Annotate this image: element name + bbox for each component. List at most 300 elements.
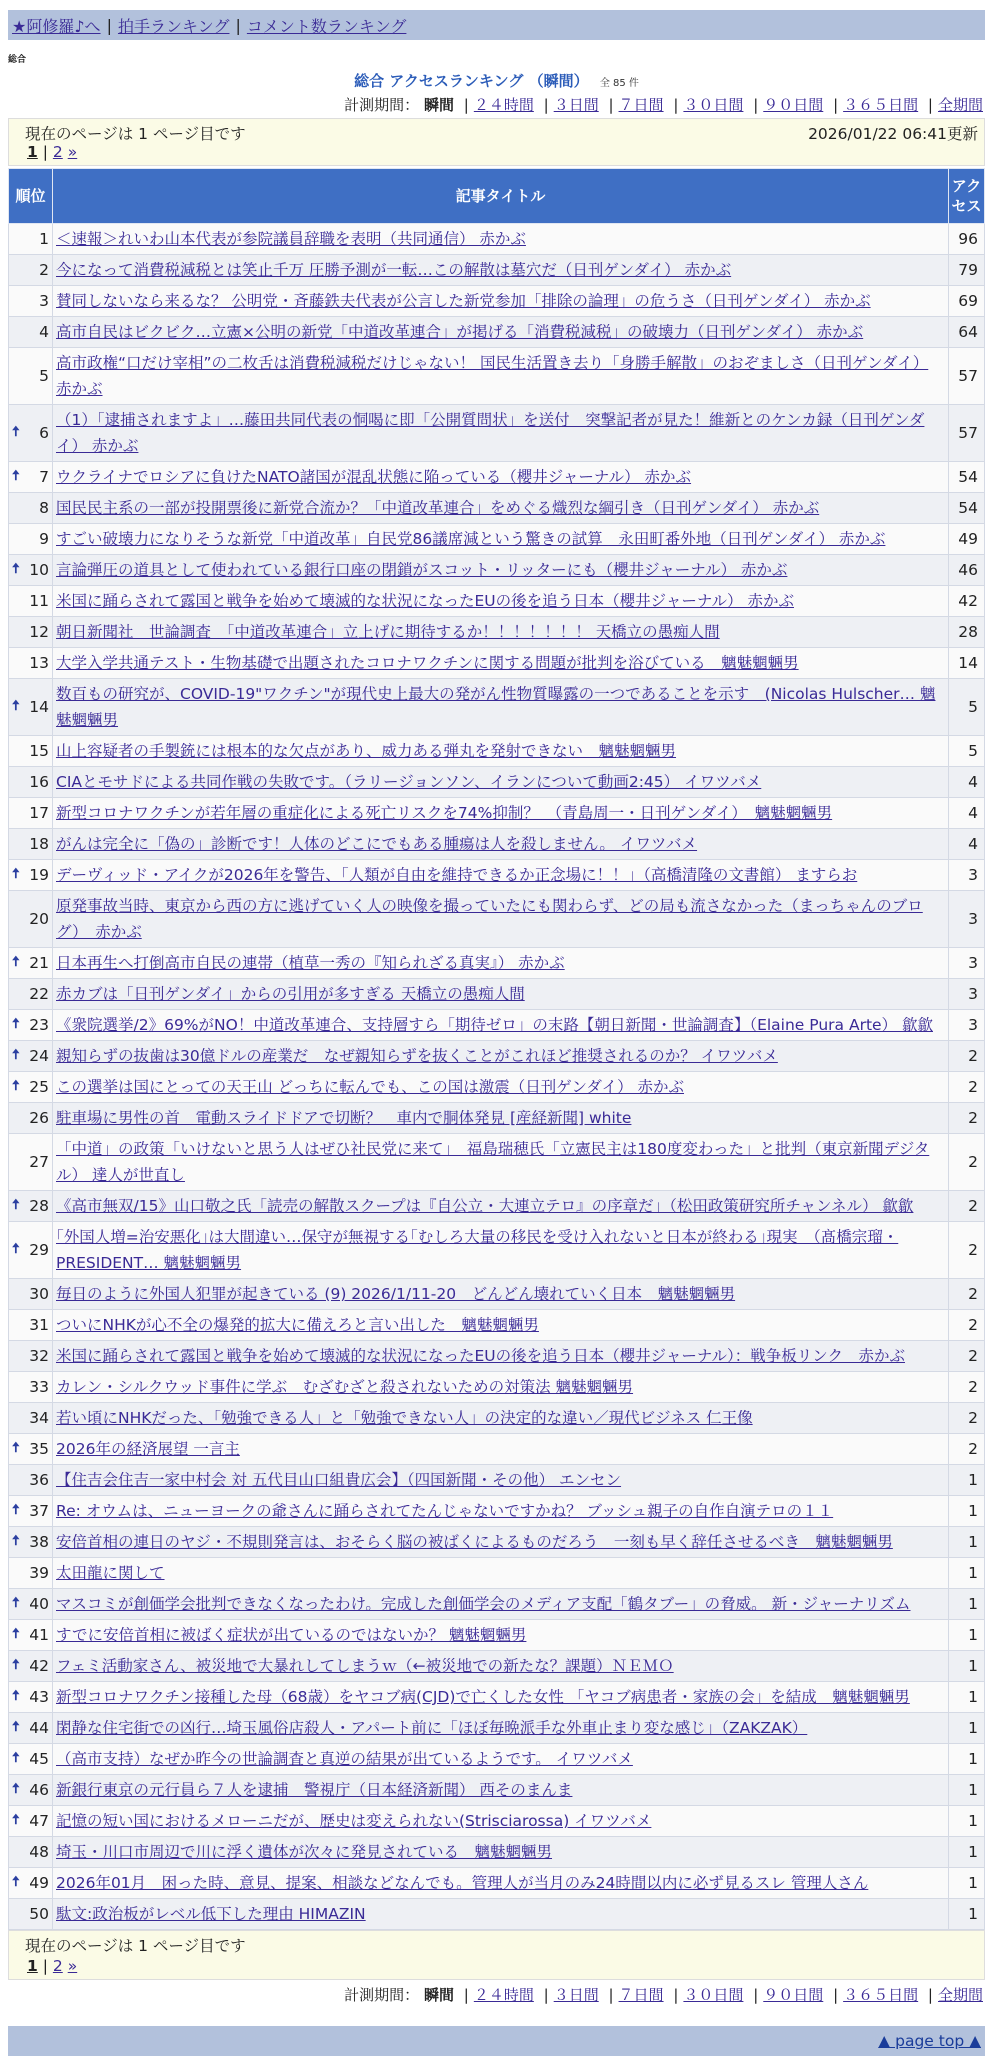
- up-arrow-icon: 🠅: [12, 424, 20, 440]
- rank-number: 22: [29, 985, 49, 1003]
- article-link[interactable]: ウクライナでロシアに負けたNATO諸国が混乱状態に陥っている（櫻井ジャーナル） 赤かぶ: [56, 468, 692, 486]
- table-row: [9, 798, 985, 829]
- access-count: 4: [949, 767, 985, 798]
- rank-cell: [9, 1403, 53, 1434]
- title-cell: [53, 767, 949, 798]
- rank-cell: [9, 1496, 53, 1527]
- article-link[interactable]: 2026年の経済展望 一言主: [56, 1440, 240, 1458]
- table-row: [9, 979, 985, 1010]
- up-arrow-icon: 🠅: [12, 561, 20, 577]
- table-row: [9, 767, 985, 798]
- period-link-90d[interactable]: ９０日間: [763, 96, 824, 114]
- title-cell: [53, 860, 949, 891]
- access-count: 4: [949, 829, 985, 860]
- period-link-all[interactable]: 全期間: [937, 1986, 983, 2004]
- rank-number: 40: [29, 1595, 49, 1613]
- table-row: [9, 648, 985, 679]
- title-cell: [53, 1868, 949, 1899]
- rank-number: 25: [29, 1078, 49, 1096]
- rank-number: 6: [39, 424, 49, 442]
- page: [8, 10, 985, 2056]
- up-arrow-icon: 🠅: [12, 1502, 20, 1518]
- article-link[interactable]: マスコミが創価学会批判できなくなったわけ。完成した創価学会のメディア支配「鶴タブー」の脅威。 新・ジャーナリズム: [56, 1595, 911, 1613]
- access-count: 2: [949, 1134, 985, 1191]
- access-count: 3: [949, 979, 985, 1010]
- title-cell: [53, 1899, 949, 1930]
- article-link[interactable]: 国民民主系の一部が投開票後に新党合流か？「中道改革連合」をめぐる熾烈な綱引き（日刊ゲンダイ） 赤かぶ: [56, 499, 820, 517]
- total-count: 全 85 件: [599, 78, 639, 89]
- article-link[interactable]: 高市政権“口だけ宰相”の二枚舌は消費税減税だけじゃない！ 国民生活置き去り「身勝手解散」のおぞましさ（日刊ゲンダイ） 赤かぶ: [56, 354, 929, 398]
- access-count: 1: [949, 1620, 985, 1651]
- title-cell: [53, 317, 949, 348]
- period-link-7d[interactable]: ７日間: [618, 96, 664, 114]
- table-row: [9, 617, 985, 648]
- up-arrow-icon: 🠅: [12, 698, 20, 714]
- up-arrow-icon: 🠅: [12, 1197, 20, 1213]
- table-row: [9, 1434, 985, 1465]
- article-link[interactable]: この選挙は国にとっての天王山 どっちに転んでも、この国は激震（日刊ゲンダイ） 赤かぶ: [56, 1078, 684, 1096]
- article-link[interactable]: デーヴィッド・アイクが2026年を警告、「人類が自由を維持できるか正念場に！！」（高橋清隆の文書館） ますらお: [56, 866, 858, 884]
- access-count: 5: [949, 736, 985, 767]
- article-link[interactable]: 「中道」の政策「いけないと思う人はぜひ社民党に来て」 福島瑞穂氏「立憲民主は180度変わった」と批判（東京新聞デジタル） 達人が世直し: [56, 1140, 930, 1184]
- table-row: [9, 1775, 985, 1806]
- rank-cell: [9, 1589, 53, 1620]
- rank-number: 41: [29, 1626, 49, 1644]
- rank-number: 21: [29, 954, 49, 972]
- period-link-24h[interactable]: ２４時間: [473, 96, 534, 114]
- rank-number: 45: [29, 1750, 49, 1768]
- access-count: 49: [949, 524, 985, 555]
- table-row: [9, 1222, 985, 1279]
- title-cell: [53, 948, 949, 979]
- access-count: 64: [949, 317, 985, 348]
- access-count: 1: [949, 1527, 985, 1558]
- access-count: 1: [949, 1868, 985, 1899]
- rank-number: 34: [29, 1409, 49, 1427]
- access-count: 57: [949, 348, 985, 405]
- rank-number: 12: [29, 623, 49, 641]
- rank-number: 38: [29, 1533, 49, 1551]
- access-count: 1: [949, 1713, 985, 1744]
- article-link[interactable]: CIAとモサドによる共同作戦の失敗です。（ラリージョンソン、イランについて動画2:45） イワツバメ: [56, 773, 762, 791]
- access-count: 2: [949, 1372, 985, 1403]
- title-cell: [53, 1806, 949, 1837]
- article-link[interactable]: （1）「逮捕されますよ」…藤田共同代表の恫喝に即「公開質問状」を送付 突撃記者が見た！維新とのケンカ録（日刊ゲンダイ） 赤かぶ: [56, 411, 925, 455]
- article-link[interactable]: 原発事故当時、東京から西の方に逃げていく人の映像を撮っていたにも関わらず、どの局も流さなかった（まっちゃんのブログ） 赤かぶ: [56, 897, 923, 941]
- article-link[interactable]: 言論弾圧の道具として使われている銀行口座の閉鎖がスコット・リッターにも（櫻井ジャーナル） 赤かぶ: [56, 561, 788, 579]
- rank-cell: [9, 1191, 53, 1222]
- rank-number: 30: [29, 1285, 49, 1303]
- title-cell: [53, 1341, 949, 1372]
- rank-cell: [9, 829, 53, 860]
- period-link-365d[interactable]: ３６５日間: [843, 1986, 919, 2004]
- title-cell: [53, 1837, 949, 1868]
- table-row: [9, 1899, 985, 1930]
- article-link[interactable]: 数百もの研究が、COVID-19"ワクチン"が現代史上最大の発がん性物質曝露の一つであることを示す (Nicolas Hulscher… 魑魅魍魎男: [56, 685, 936, 729]
- rank-number: 5: [39, 367, 49, 385]
- access-count: 2: [949, 1103, 985, 1134]
- ranking-table: [8, 168, 985, 1930]
- title-cell: [53, 1222, 949, 1279]
- rank-cell: [9, 1279, 53, 1310]
- access-count: 57: [949, 405, 985, 462]
- period-link-30d[interactable]: ３０日間: [683, 96, 744, 114]
- rank-number: 43: [29, 1688, 49, 1706]
- rank-cell: [9, 1899, 53, 1930]
- access-count: 1: [949, 1899, 985, 1930]
- access-count: 5: [949, 679, 985, 736]
- rank-number: 37: [29, 1502, 49, 1520]
- rank-cell: [9, 348, 53, 405]
- access-count: 1: [949, 1558, 985, 1589]
- table-row: [9, 1372, 985, 1403]
- rank-cell: [9, 1341, 53, 1372]
- article-link[interactable]: 赤カブは「日刊ゲンダイ」からの引用が多すぎる 天橋立の愚痴人間: [56, 985, 525, 1003]
- period-link-30d[interactable]: ３０日間: [683, 1986, 744, 2004]
- article-link[interactable]: 今になって消費税減税とは笑止千万 圧勝予測が一転…この解散は墓穴だ（日刊ゲンダイ） 赤かぶ: [56, 261, 732, 279]
- period-current: 瞬間: [423, 1986, 454, 2004]
- article-link[interactable]: 日本再生へ打倒高市自民の連帯（植草一秀の『知られざる真実』） 赤かぶ: [56, 954, 565, 972]
- rank-number: 42: [29, 1657, 49, 1675]
- rank-cell: [9, 1222, 53, 1279]
- access-count: 1: [949, 1651, 985, 1682]
- rank-cell: [9, 1465, 53, 1496]
- up-arrow-icon: 🠅: [12, 1812, 20, 1828]
- article-link[interactable]: すごい破壊力になりそうな新党「中道改革」自民党86議席減という驚きの試算 永田町番外地（日刊ゲンダイ） 赤かぶ: [56, 530, 886, 548]
- title-cell: [53, 1191, 949, 1222]
- rank-number: 31: [29, 1316, 49, 1334]
- page-link-2[interactable]: 2: [52, 143, 63, 161]
- up-arrow-icon: 🠅: [12, 1595, 20, 1611]
- up-arrow-icon: 🠅: [12, 1078, 20, 1094]
- table-row: [9, 1041, 985, 1072]
- page-next-link-bottom[interactable]: »: [67, 1957, 78, 1975]
- article-link[interactable]: ｢外国人増=治安悪化｣は大間違い…保守が無視する｢むしろ大量の移民を受け入れないと日本が終わる｣現実 （髙橋宗瑠・PRESIDENT… 魑魅魍魎男: [56, 1228, 899, 1272]
- article-link[interactable]: カレン・シルクウッド事件に学ぶ むざむざと殺されないための対策法 魑魅魍魎男: [56, 1378, 634, 1396]
- rank-cell: [9, 798, 53, 829]
- title-cell: [53, 1744, 949, 1775]
- title-cell: [53, 224, 949, 255]
- access-count: 79: [949, 255, 985, 286]
- rank-number: 39: [29, 1564, 49, 1582]
- up-arrow-icon: 🠅: [12, 1874, 20, 1890]
- up-arrow-icon: 🠅: [12, 1626, 20, 1642]
- article-link[interactable]: すでに安倍首相に被ばく症状が出ているのではないか？ 魑魅魍魎男: [56, 1626, 527, 1644]
- article-link[interactable]: Re: オウムは、ニューヨークの爺さんに踊らされてたんじゃないですかね？ ブッシュ親子の自作自演テロの１１: [56, 1502, 834, 1520]
- up-arrow-icon: 🠅: [12, 1719, 20, 1735]
- access-count: 69: [949, 286, 985, 317]
- title-cell: [53, 1310, 949, 1341]
- nav-link-comment-ranking[interactable]: コメント数ランキング: [246, 16, 407, 36]
- pagination-top: 現在のページは 1 ページ目です 2026/01/22 06:41更新 1 | 2 »: [8, 118, 985, 166]
- rank-number: 19: [29, 866, 49, 884]
- rank-cell: [9, 405, 53, 462]
- rank-number: 2: [39, 261, 49, 279]
- access-count: 1: [949, 1589, 985, 1620]
- rank-number: 7: [39, 468, 49, 486]
- rank-cell: [9, 1868, 53, 1899]
- up-arrow-icon: 🠅: [12, 954, 20, 970]
- title-cell: [53, 462, 949, 493]
- access-count: 3: [949, 948, 985, 979]
- title-cell: [53, 617, 949, 648]
- article-link[interactable]: 山上容疑者の手製銃には根本的な欠点があり、威力ある弾丸を発射できない 魑魅魍魎男: [56, 742, 677, 760]
- rank-cell: [9, 1103, 53, 1134]
- article-link[interactable]: 記憶の短い国におけるメローニだが、歴史は変えられない(Strisciarossa) イワツバメ: [56, 1812, 652, 1830]
- access-count: 42: [949, 586, 985, 617]
- table-row: [9, 1310, 985, 1341]
- article-link[interactable]: 【住吉会住吉一家中村会 対 五代目山口組貴広会】（四国新聞・その他） エンセン: [56, 1471, 622, 1489]
- table-row: [9, 1496, 985, 1527]
- article-link[interactable]: 新型コロナワクチン接種した母（68歳）をヤコブ病(CJD)で亡くした女性 「ヤコブ病患者・家族の会」を結成 魑魅魍魎男: [56, 1688, 910, 1706]
- period-link-365d[interactable]: ３６５日間: [843, 96, 919, 114]
- page-title: 総合 アクセスランキング （瞬間）: [354, 72, 589, 90]
- title-cell: [53, 555, 949, 586]
- title-cell: [53, 1620, 949, 1651]
- rank-number: 50: [29, 1905, 49, 1923]
- table-row: [9, 462, 985, 493]
- rank-number: 33: [29, 1378, 49, 1396]
- article-link[interactable]: （高市支持）なぜか昨今の世論調査と真逆の結果が出ているようです。 イワツバメ: [56, 1750, 633, 1768]
- rank-cell: [9, 1310, 53, 1341]
- rank-cell: [9, 1434, 53, 1465]
- table-row: [9, 1589, 985, 1620]
- access-count: 1: [949, 1744, 985, 1775]
- table-row: [9, 1651, 985, 1682]
- rank-cell: [9, 979, 53, 1010]
- up-arrow-icon: 🠅: [12, 1241, 20, 1257]
- article-link[interactable]: 親知らずの抜歯は30億ドルの産業だ なぜ親知らずを抜くことがこれほど推奨されるのか？ イワツバメ: [56, 1047, 778, 1065]
- article-link[interactable]: 埼玉・川口市周辺で川に浮く遺体が次々に発見されている 魑魅魍魎男: [56, 1843, 553, 1861]
- access-count: 2: [949, 1222, 985, 1279]
- up-arrow-icon: 🠅: [12, 1047, 20, 1063]
- rank-number: 9: [39, 530, 49, 548]
- rank-cell: [9, 317, 53, 348]
- article-link[interactable]: 大学入学共通テスト・生物基礎で出題されたコロナワクチンに関する問題が批判を浴びている 魑魅魍魎男: [56, 654, 799, 672]
- table-row: [9, 405, 985, 462]
- rank-cell: [9, 1372, 53, 1403]
- table-row: [9, 1868, 985, 1899]
- article-link[interactable]: 新型コロナワクチンが若年層の重症化による死亡リスクを74%抑制？ （青島周一・日刊ゲンダイ） 魑魅魍魎男: [56, 804, 833, 822]
- rank-number: 14: [29, 698, 49, 716]
- table-row: [9, 317, 985, 348]
- article-link[interactable]: 米国に踊らされて露国と戦争を始めて壊滅的な状況になったEUの後を追う日本（櫻井ジャーナル）：戦争板リンク 赤かぶ: [56, 1347, 905, 1365]
- title-cell: [53, 1589, 949, 1620]
- title-cell: [53, 829, 949, 860]
- rank-cell: [9, 1134, 53, 1191]
- table-row: [9, 1527, 985, 1558]
- table-row: [9, 348, 985, 405]
- page-link-2-bottom[interactable]: 2: [52, 1957, 63, 1975]
- table-row: [9, 1837, 985, 1868]
- access-count: 2: [949, 1341, 985, 1372]
- up-arrow-icon: 🠅: [12, 1781, 20, 1797]
- article-link[interactable]: 安倍首相の連日のヤジ・不規則発言は、おそらく脳の被ばくによるものだろう 一刻も早く辞任させるべき 魑魅魍魎男: [56, 1533, 893, 1551]
- rank-cell: [9, 1620, 53, 1651]
- table-row: [9, 829, 985, 860]
- up-arrow-icon: 🠅: [12, 1657, 20, 1673]
- article-link[interactable]: 閑静な住宅街での凶行…埼玉風俗店殺人・アパート前に「ほぼ毎晩派手な外車止まり変な感じ」（ZAKZAK）: [56, 1719, 808, 1737]
- access-count: 96: [949, 224, 985, 255]
- rank-cell: [9, 1527, 53, 1558]
- rank-number: 36: [29, 1471, 49, 1489]
- table-row: [9, 736, 985, 767]
- rank-number: 3: [39, 292, 49, 310]
- table-row: [9, 860, 985, 891]
- rank-cell: [9, 679, 53, 736]
- header-rank: 順位: [9, 169, 53, 224]
- rank-number: 18: [29, 835, 49, 853]
- access-count: 46: [949, 555, 985, 586]
- table-row: [9, 493, 985, 524]
- rank-cell: [9, 1806, 53, 1837]
- period-link-7d[interactable]: ７日間: [618, 1986, 664, 2004]
- article-link[interactable]: 若い頃にNHKだった、「勉強できる人」と「勉強できない人」の決定的な違い／現代ビジネス 仁王像: [56, 1409, 753, 1427]
- table-header-row: [9, 169, 985, 224]
- period-selector-top: 計測期間： 瞬間 | ２４時間 | ３日間 | ７日間 | ３０日間 | ９０日間 | ３６５日間 | 全期間: [344, 96, 983, 114]
- rank-number: 44: [29, 1719, 49, 1737]
- rank-cell: [9, 1713, 53, 1744]
- article-link[interactable]: ＜速報＞れいわ山本代表が参院議員辞職を表明（共同通信） 赤かぶ: [56, 230, 526, 248]
- article-link[interactable]: 駐車場に男性の首 電動スライドドアで切断？ 車内で胴体発見 [産経新聞] white: [56, 1109, 632, 1127]
- article-link[interactable]: 米国に踊らされて露国と戦争を始めて壊滅的な状況になったEUの後を追う日本（櫻井ジャーナル） 赤かぶ: [56, 592, 794, 610]
- page-current: 1: [27, 143, 38, 161]
- article-link[interactable]: がんは完全に「偽の」診断です！人体のどこにでもある腫瘍は人を殺しません。 イワツバメ: [56, 835, 698, 853]
- table-row: [9, 1713, 985, 1744]
- period-link-24h[interactable]: ２４時間: [473, 1986, 534, 2004]
- access-count: 1: [949, 1806, 985, 1837]
- rank-cell: [9, 617, 53, 648]
- table-row: [9, 1620, 985, 1651]
- table-row: [9, 1682, 985, 1713]
- rank-number: 23: [29, 1016, 49, 1034]
- table-row: [9, 679, 985, 736]
- title-cell: [53, 1103, 949, 1134]
- up-arrow-icon: 🠅: [12, 1533, 20, 1549]
- table-row: [9, 524, 985, 555]
- table-row: [9, 286, 985, 317]
- rank-number: 47: [29, 1812, 49, 1830]
- rank-number: 17: [29, 804, 49, 822]
- table-row: [9, 1341, 985, 1372]
- title-cell: [53, 1527, 949, 1558]
- access-count: 14: [949, 648, 985, 679]
- access-count: 2: [949, 1403, 985, 1434]
- title-cell: [53, 1134, 949, 1191]
- title-cell: [53, 1465, 949, 1496]
- period-label: 計測期間：: [344, 96, 420, 114]
- period-link-all[interactable]: 全期間: [937, 96, 983, 114]
- rank-cell: [9, 1072, 53, 1103]
- page-top-link[interactable]: ▲ page top ▲: [878, 2032, 981, 2050]
- table-row: [9, 224, 985, 255]
- article-link[interactable]: 2026年01月 困った時、意見、提案、相談などなんでも。管理人が当月のみ24時間以内に必ず見るスレ 管理人さん: [56, 1874, 869, 1892]
- top-nav-bar: [8, 10, 985, 40]
- access-count: 2: [949, 1434, 985, 1465]
- title-cell: [53, 348, 949, 405]
- article-link[interactable]: 高市自民はビクビク…立憲×公明の新党「中道改革連合」が掲げる「消費税減税」の破壊力（日刊ゲンダイ） 赤かぶ: [56, 323, 864, 341]
- access-count: 3: [949, 860, 985, 891]
- rank-number: 16: [29, 773, 49, 791]
- rank-number: 28: [29, 1197, 49, 1215]
- article-link[interactable]: 毎日のように外国人犯罪が起きている (9) 2026/1/11-20 どんどん壊れていく日本 魑魅魍魎男: [56, 1285, 736, 1303]
- access-count: 1: [949, 1775, 985, 1806]
- title-cell: [53, 1372, 949, 1403]
- period-link-3d[interactable]: ３日間: [553, 96, 599, 114]
- access-count: 3: [949, 1010, 985, 1041]
- title-cell: [53, 1496, 949, 1527]
- title-cell: [53, 255, 949, 286]
- rank-number: 13: [29, 654, 49, 672]
- rank-number: 8: [39, 499, 49, 517]
- access-count: 2: [949, 1072, 985, 1103]
- rank-number: 10: [29, 561, 49, 579]
- article-link[interactable]: 《衆院選挙/2》69%がNO！中道改革連合、支持層すら「期待ゼロ」の末路【朝日新聞・世論調査】（Elaine Pura Arte） 歙歙: [56, 1016, 933, 1034]
- article-link[interactable]: フェミ活動家さん、被災地で大暴れしてしまうｗ（←被災地での新たな？課題）ＮＥＭＯ: [56, 1657, 674, 1675]
- table-row: [9, 555, 985, 586]
- nav-separator: |: [106, 15, 112, 35]
- rank-cell: [9, 648, 53, 679]
- period-link-90d[interactable]: ９０日間: [763, 1986, 824, 2004]
- article-link[interactable]: 賛同しないなら来るな？ 公明党・斉藤鉄夫代表が公言した新党参加「排除の論理」の危うさ（日刊ゲンダイ） 赤かぶ: [56, 292, 871, 310]
- rank-cell: [9, 1682, 53, 1713]
- nav-link-asyura[interactable]: ★阿修羅♪へ: [12, 16, 101, 36]
- rank-cell: [9, 860, 53, 891]
- period-label: 計測期間：: [344, 1986, 420, 2004]
- article-link[interactable]: 駄文:政治板がレベル低下した理由 HIMAZIN: [56, 1905, 366, 1923]
- article-link[interactable]: ついにNHKが心不全の爆発的拡大に備えろと言い出した 魑魅魍魎男: [56, 1316, 539, 1334]
- rank-cell: [9, 493, 53, 524]
- rank-cell: [9, 1041, 53, 1072]
- access-count: 2: [949, 1191, 985, 1222]
- title-cell: [53, 891, 949, 948]
- up-arrow-icon: 🠅: [12, 1016, 20, 1032]
- title-cell: [53, 1713, 949, 1744]
- nav-link-clap-ranking[interactable]: 拍手ランキング: [117, 16, 230, 36]
- rank-number: 46: [29, 1781, 49, 1799]
- title-cell: [53, 286, 949, 317]
- table-row: [9, 1134, 985, 1191]
- up-arrow-icon: 🠅: [12, 866, 20, 882]
- table-row: [9, 586, 985, 617]
- table-row: [9, 1465, 985, 1496]
- title-cell: [53, 1010, 949, 1041]
- period-link-3d[interactable]: ３日間: [553, 1986, 599, 2004]
- title-cell: [53, 1558, 949, 1589]
- table-row: [9, 1072, 985, 1103]
- rank-cell: [9, 1775, 53, 1806]
- rank-number: 29: [29, 1241, 49, 1259]
- article-link[interactable]: 朝日新聞社 世論調査 「中道改革連合」立上げに期待するか！！！！！！！ 天橋立の愚痴人間: [56, 623, 720, 641]
- article-link[interactable]: 新銀行東京の元行員ら７人を逮捕 警視庁（日本経済新聞） 西そのまんま: [56, 1781, 573, 1799]
- rank-number: 11: [29, 592, 49, 610]
- header-access: アクセス: [949, 169, 985, 224]
- title-cell: [53, 1651, 949, 1682]
- title-cell: [53, 648, 949, 679]
- title-cell: [53, 405, 949, 462]
- rank-cell: [9, 555, 53, 586]
- title-cell: [53, 1041, 949, 1072]
- rank-cell: [9, 524, 53, 555]
- table-row: [9, 1191, 985, 1222]
- page-next-link[interactable]: »: [67, 143, 78, 161]
- title-cell: [53, 798, 949, 829]
- rank-cell: [9, 462, 53, 493]
- rank-number: 48: [29, 1843, 49, 1861]
- rank-number: 49: [29, 1874, 49, 1892]
- article-link[interactable]: 太田龍に関して: [56, 1564, 165, 1582]
- article-link[interactable]: 《高市無双/15》山口敬之氏「読売の解散スクープは『自公立・大連立テロ』の序章だ」（松田政策研究所チャンネル） 歙歙: [56, 1197, 914, 1215]
